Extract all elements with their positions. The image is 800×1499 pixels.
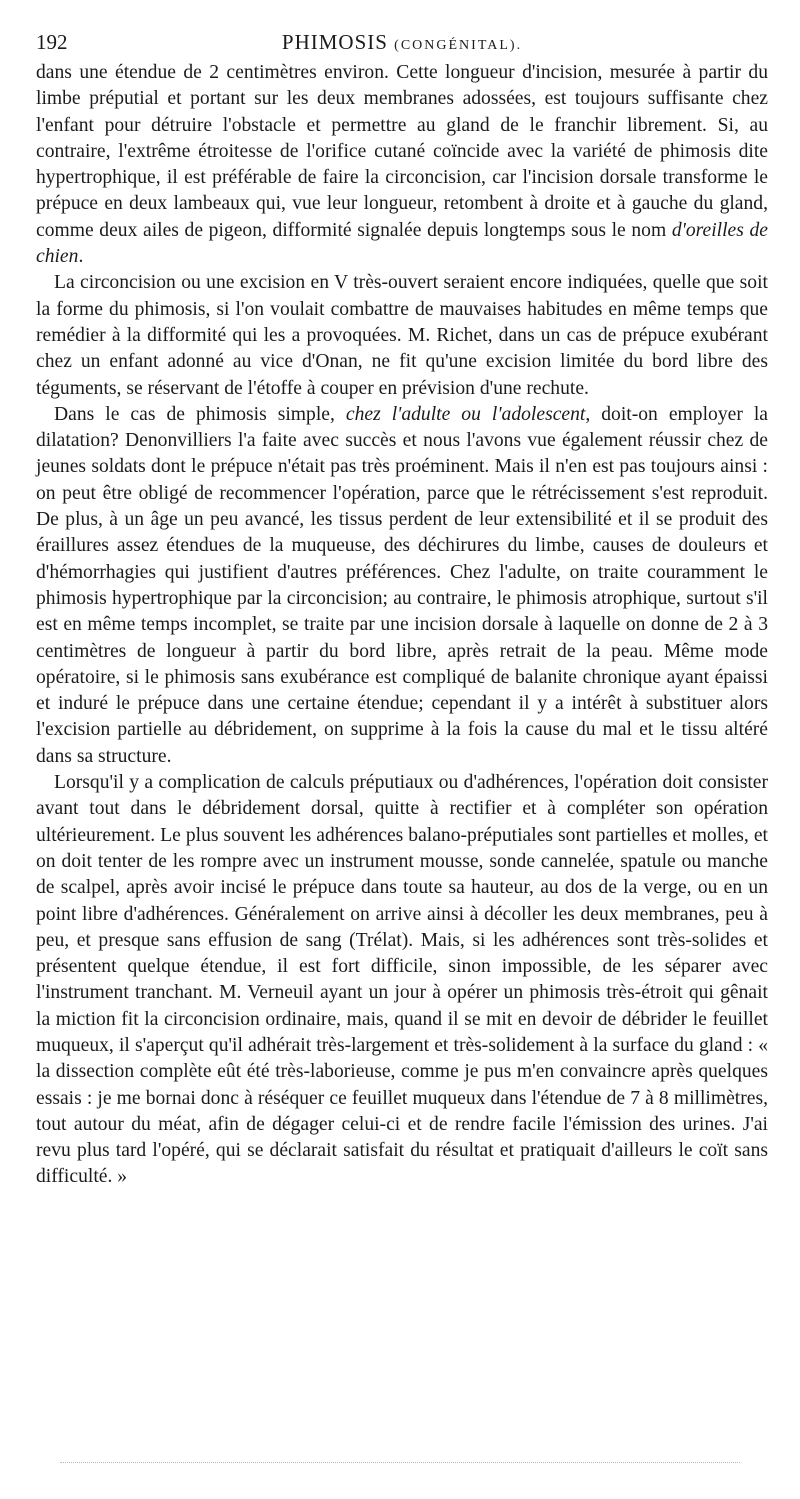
running-title-main: PHIMOSIS: [281, 30, 388, 54]
paragraph-3: [36, 402, 768, 770]
page-number: 192: [36, 30, 68, 54]
paragraph-3-end: , doit-on employer la dilatation? Denonvilliers l'a faite avec succès et nous l'avons vue également réussir chez de jeunes soldats dont le prépuce n'était pas très proéminent. Mais il n'en est pas toujours ainsi : on peut être obligé de recommencer l'opération, parce que le rétrécissement s'est reproduit. De plus, à un âge un peu avancé, les tissus perdent de leur extensibilité et il se produit des éraillures assez étendues de la muqueuse, des déchirures du limbe, causes de douleurs et d'hémorrhagies qui justifient d'autres préférences. Chez l'adulte, on traite couramment le phimosis hypertrophique par la circoncision; au contraire, le phimosis atrophique, surtout s'il est en même temps incomplet, se traite par une incision dorsale à laquelle on donne de 2 à 3 centimètres de longueur à partir du bord libre, après retrait de la peau. Même mode opératoire, si le phimosis sans exubérance est compliqué de balanite chronique ayant épaissi et induré le prépuce dans une certaine étendue; cependant il y a intérêt à substituer alors l'excision partielle au débridement, on supprime à la fois la cause du mal et le tissu altéré dans sa structure.: [36, 403, 768, 767]
book-page: [36, 26, 768, 1191]
running-title: [36, 30, 768, 55]
print-specks: [60, 1462, 740, 1467]
paragraph-3-text: Dans le cas de phimosis simple,: [54, 403, 346, 425]
page-header: [36, 26, 768, 60]
running-title-subtitle: (CONGÉNITAL).: [394, 38, 523, 53]
paragraph-1-end: .: [78, 246, 84, 268]
body-text: [36, 60, 768, 1191]
paragraph-4: Lorsqu'il y a complication de calculs préputiaux ou d'adhérences, l'opération doit consister avant tout dans le débridement dorsal, quitte à rectifier et à compléter son opération ultérieurement. Le plus souvent les adhérences balano-préputiales sont partielles et molles, et on doit tenter de les rompre avec un instrument mousse, sonde cannelée, spatule ou manche de scalpel, après avoir incisé le prépuce dans toute sa hauteur, au dos de la verge, ou en un point libre d'adhérences. Généralement on arrive ainsi à décoller les deux membranes, peu à peu, et presque sans effusion de sang (Trélat). Mais, si les adhérences sont très-solides et présentent quelque étendue, il est fort difficile, sinon impossible, de les séparer avec l'instrument tranchant. M. Verneuil ayant un jour à opérer un phimosis très-étroit qui gênait la miction fit la circoncision ordinaire, mais, quand il se mit en devoir de débrider le feuillet muqueux, il s'aperçut qu'il adhérait très-largement et très-solidement à la surface du gland : « la dissection complète eût été très-laborieuse, comme je pus m'en convaincre après quelques essais : je me bornai donc à réséquer ce feuillet muqueux dans l'étendue de 7 à 8 millimètres, tout autour du méat, afin de dégager celui-ci et de rendre facile l'émission des urines. J'ai revu plus tard l'opéré, qui se déclarait satisfait du résultat et pratiquait d'ailleurs le coït sans difficulté. »: [36, 772, 768, 1188]
paragraph-2: La circoncision ou une excision en V très-ouvert seraient encore indiquées, quelle que soit la forme du phimosis, si l'on voulait combattre de mauvaises habitudes en même temps que remédier à la difformité qui les a provoquées. M. Richet, dans un cas de prépuce exubérant chez un enfant adonné au vice d'Onan, ne fit qu'une excision limitée du bord libre des téguments, se réservant de l'étoffe à couper en prévision d'une rechute.: [36, 272, 768, 399]
paragraph-1-italic: d'oreilles de chien: [36, 219, 768, 268]
paragraph-1: [36, 60, 768, 270]
paragraph-1-text: dans une étendue de 2 centimètres environ. Cette longueur d'incision, mesurée à partir du limbe préputial et portant sur les deux membranes adossées, est toujours suffisante chez l'enfant pour détruire l'obstacle et permettre au gland de le franchir librement. Si, au contraire, l'extrême étroitesse de l'orifice cutané coïncide avec la variété de phimosis dite hypertrophique, il est préférable de faire la circoncision, car l'incision dorsale transforme le prépuce en deux lambeaux qui, vue leur longueur, retombent à droite et à gauche du gland, comme deux ailes de pigeon, difformité signalée depuis longtemps sous le nom: [36, 62, 768, 241]
paragraph-3-italic: chez l'adulte ou l'adolescent: [345, 403, 586, 425]
